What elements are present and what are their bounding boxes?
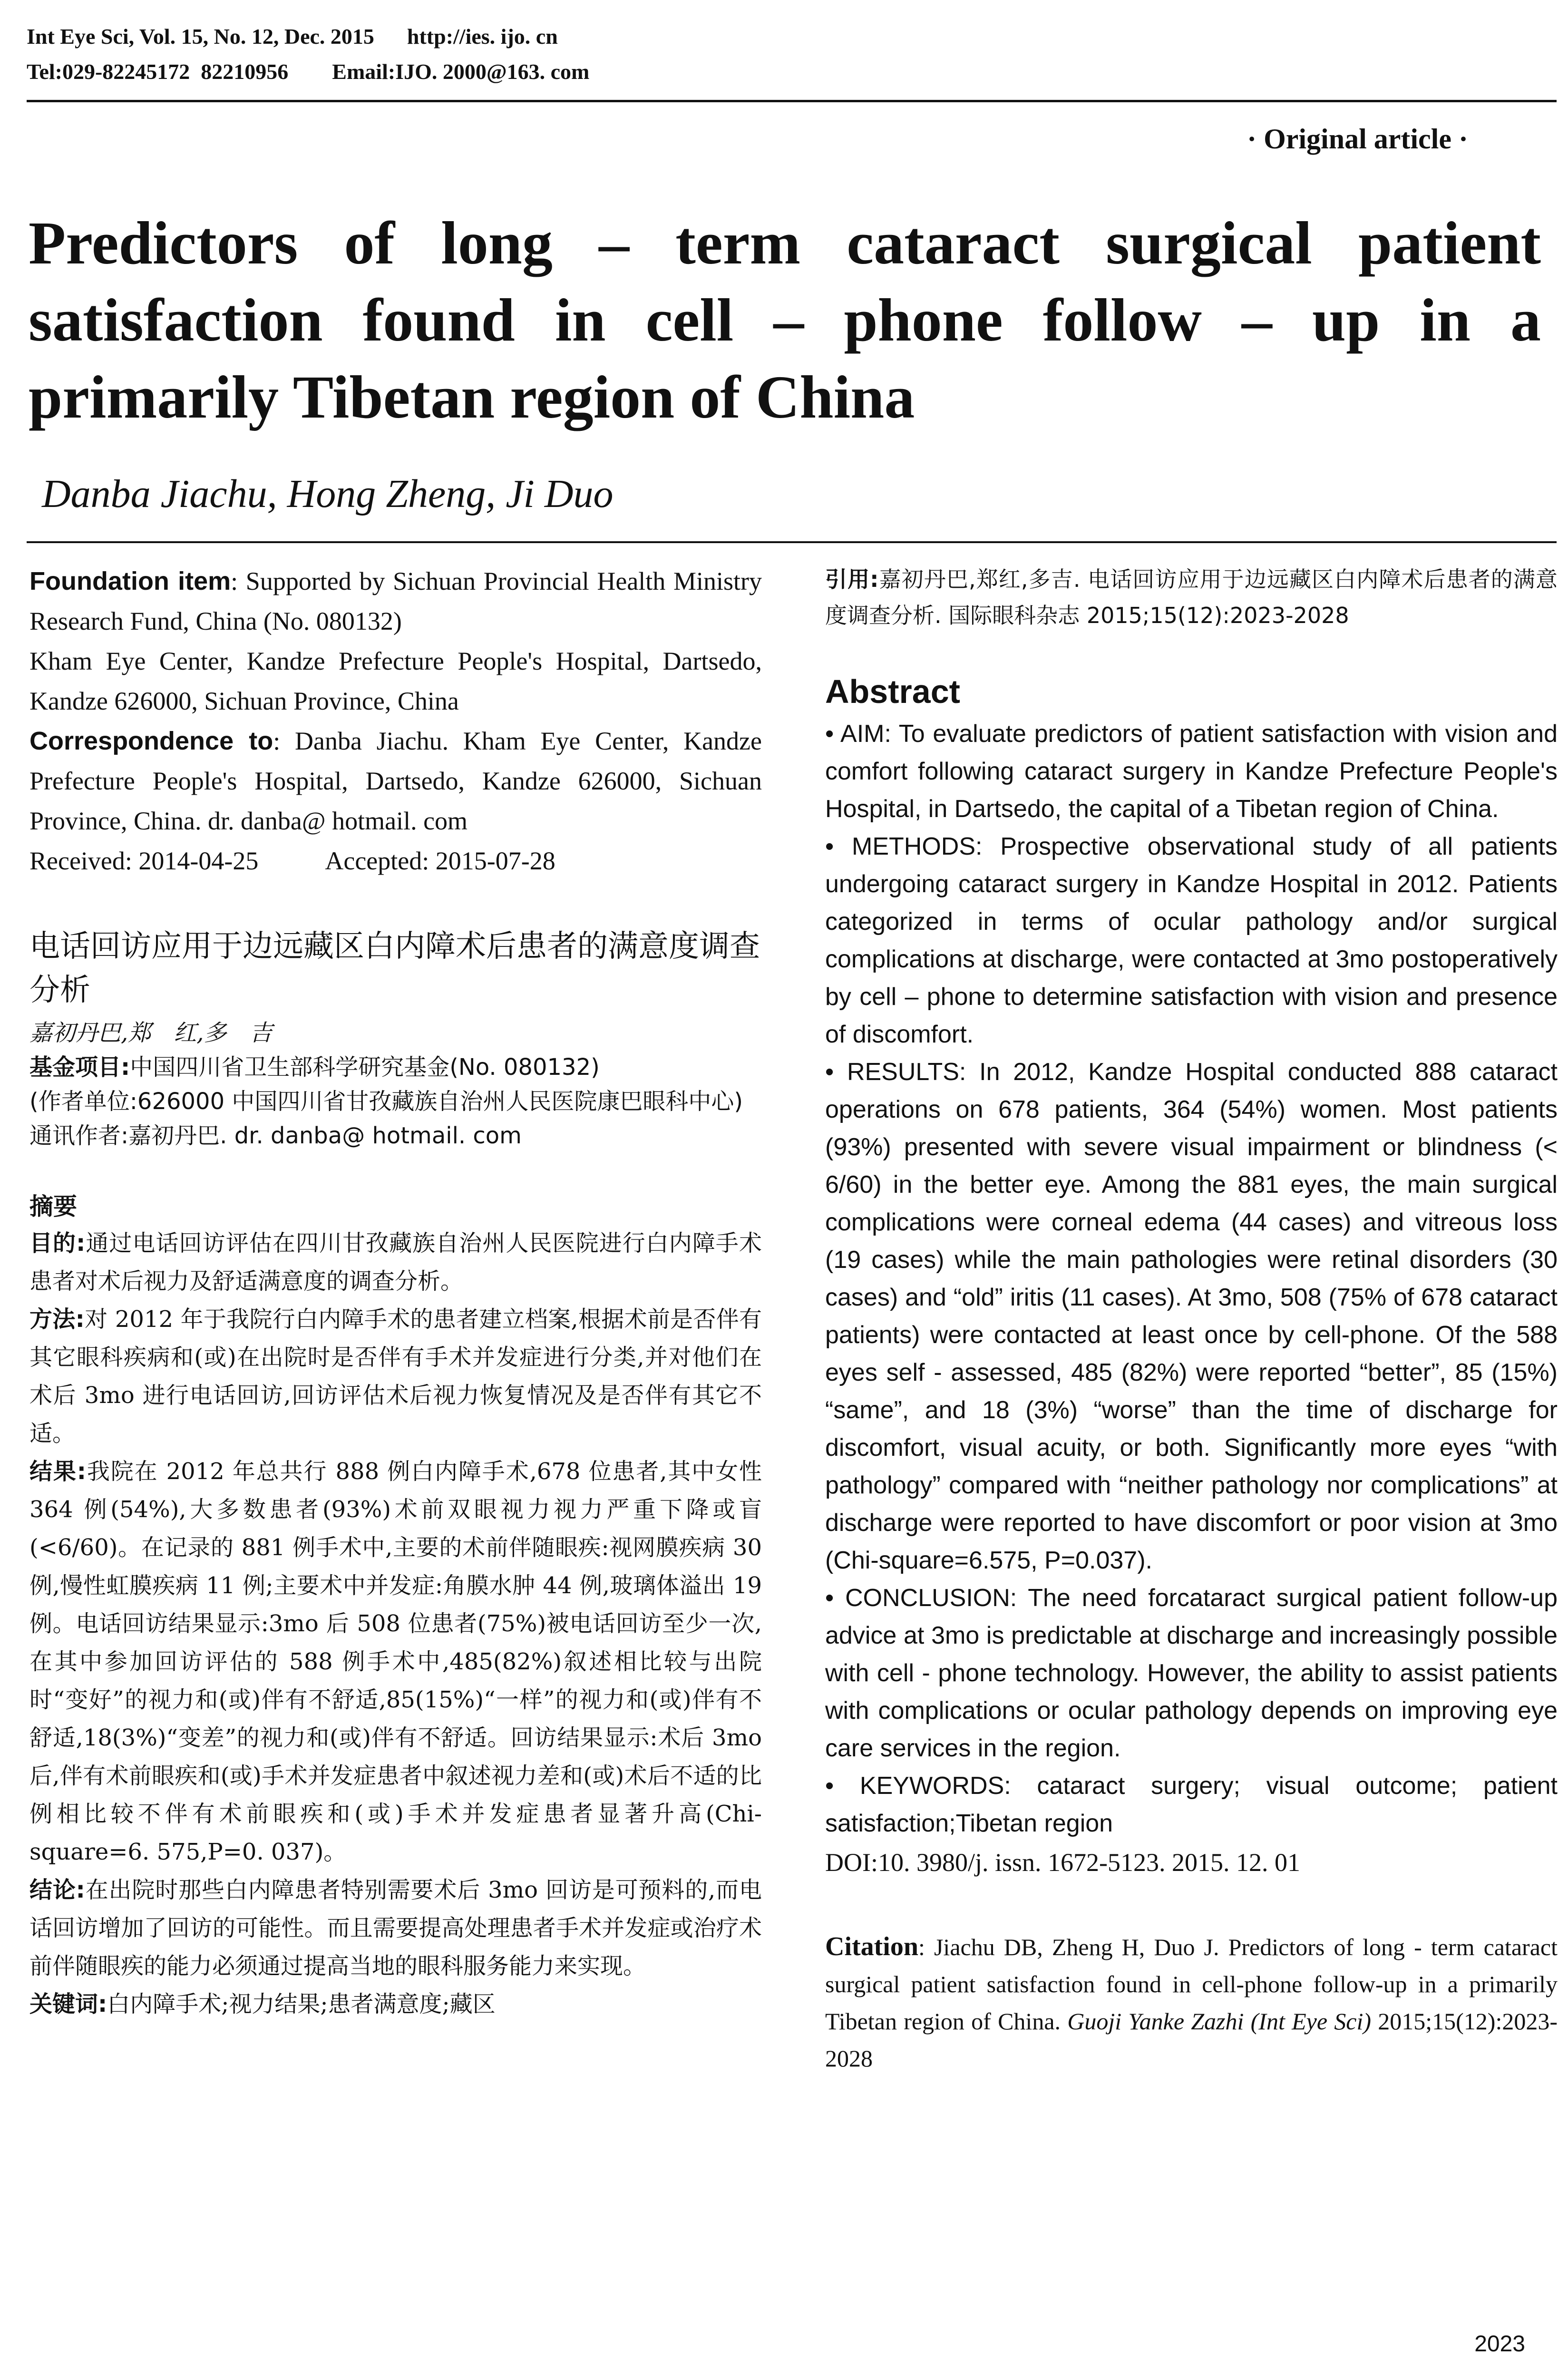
chinese-citation-label: 引用: [825, 566, 879, 592]
chinese-results-label: 结果: [29, 1458, 86, 1485]
author-list: Danba Jiachu, Hong Zheng, Ji Duo [42, 472, 614, 516]
abstract-conclusion: • CONCLUSION: The need forcataract surgical patient follow-up advice at 3mo is predictable at discharge and increasingly possible with cell - phone technology. However, the ability to assist patients with complications or ocular pathology depends on improving eye care services in the region. [825, 1584, 1558, 1762]
chinese-abstract-heading: 摘要 [29, 1193, 77, 1220]
chinese-unit: (作者单位:626000 中国四川省甘孜藏族自治州人民医院康巴眼科中心) [29, 1088, 743, 1115]
affiliation: Kham Eye Center, Kandze Prefecture People's Hospital, Dartsedo, Kandze 626000, Sichuan Province, China [29, 647, 762, 715]
journal-header-line: Int Eye Sci, Vol. 15, No. 12, Dec. 2015 http://ies. ijo. cn [27, 24, 558, 49]
abstract-aim: • AIM: To evaluate predictors of patient satisfaction with vision and comfort following cataract surgery in Kandze Prefecture People's Hospital, in Dartsedo, the capital of a Tibetan region of China. [825, 720, 1558, 823]
chinese-correspondence: 通讯作者:嘉初丹巴. dr. danba@ hotmail. com [29, 1122, 522, 1149]
foundation-label: Foundation item [29, 567, 231, 595]
foundation-item [29, 561, 762, 641]
citation-label: Citation [825, 1932, 918, 1961]
chinese-citation [825, 561, 1558, 633]
foundation-text: : Supported by Sichuan Provincial Health Ministry Research Fund, China (No. 080132) [29, 567, 762, 635]
chinese-keywords-text: 白内障手术;视力结果;患者满意度;藏区 [107, 1991, 496, 2017]
doi: DOI:10. 3980/j. issn. 1672-5123. 2015. 12. 01 [825, 1848, 1300, 1877]
chinese-objective-label: 目的: [29, 1230, 86, 1257]
article-type: · Original article · [1247, 123, 1468, 155]
chinese-keywords [29, 1985, 762, 2023]
chinese-conclusion [29, 1871, 762, 1985]
header-rule [27, 100, 1557, 102]
article-title: Predictors of long – term cataract surgical patient satisfaction found in cell – phone follow – up in a primarily Tibetan region of China [29, 209, 1541, 431]
correspondence-text: : Danba Jiachu. Kham Eye Center, Kandze Prefecture People's Hospital, Dartsedo, Kandze 626000, Sichuan Province, China. dr. danba@ hotmail. com [29, 727, 762, 835]
dates [29, 841, 762, 881]
abstract-methods: • METHODS: Prospective observational study of all patients undergoing cataract surgery in Kandze Hospital in 2012. Patients categorized in terms of ocular pathology and/or surgical complications at discharge, were contacted at 3mo postoperatively by cell – phone to determine satisfaction with vision and presence of discomfort. [825, 833, 1558, 1048]
title-rule [27, 541, 1557, 543]
chinese-results [29, 1452, 762, 1871]
right-column [825, 561, 1558, 2077]
chinese-conclusion-text: 在出院时那些白内障患者特别需要术后 3mo 回访是可预料的,而电话回访增加了回访的可能性。而且需要提高处理患者手术并发症或治疗术前伴随眼疾的能力必须通过提高当地的眼科服务能力来实现。 [29, 1877, 762, 1979]
citation-text-a: : Jiachu DB, Zheng H, Duo J. Predictors of long - term cataract surgical patient satisfaction found in cell-phone follow-up in a primarily Tibetan region of China. [825, 1934, 1558, 2035]
contact-header-line: Tel:029-82245172 82210956 Email:IJO. 2000@163. com [27, 59, 590, 84]
accepted-date: Accepted: 2015-07-28 [325, 847, 555, 875]
correspondence [29, 721, 762, 841]
chinese-title: 电话回访应用于边远藏区白内障术后患者的满意度调查分析 [29, 929, 760, 1008]
chinese-objective [29, 1224, 762, 1300]
chinese-methods-label: 方法: [29, 1306, 85, 1333]
page-number: 2023 [1474, 2331, 1525, 2357]
citation-text-b: 2015;15(12):2023-2028 [825, 2008, 1558, 2072]
chinese-methods-text: 对 2012 年于我院行白内障手术的患者建立档案,根据术前是否伴有其它眼科疾病和(或)在出院时是否伴有手术并发症进行分类,并对他们在术后 3mo 进行电话回访,回访评估术后视力恢复情况及是否伴有其它不适。 [29, 1306, 762, 1447]
left-column [29, 561, 762, 2023]
chinese-authors: 嘉初丹巴,郑 红,多 吉 [29, 1020, 273, 1046]
chinese-fund-label: 基金项目: [29, 1054, 130, 1081]
chinese-fund-text: 中国四川省卫生部科学研究基金(No. 080132) [130, 1054, 600, 1081]
chinese-results-text: 我院在 2012 年总共行 888 例白内障手术,678 位患者,其中女性 364 例(54%),大多数患者(93%)术前双眼视力视力严重下降或盲(<6/60)。在记录的 881 例手术中,主要的术前伴随眼疾:视网膜疾病 30 例,慢性虹膜疾病 11 例;主要术中并发症:角膜水肿 44 例,玻璃体溢出 19 例。电话回访结果显示:3mo 后 508 位患者(75%)被电话回访至少一次,在其中参加回访评估的 588 例手术中,485(82%)叙述相比较与出院时“变好”的视力和(或)伴有不舒适,85(15%)“一样”的视力和(或)伴有不舒适,18(3%)“变差”的视力和(或)伴有不舒适。回访结果显示:术后 3mo 后,伴有术前眼疾和(或)手术并发症患者中叙述视力差和(或)术后不适的比例相比较不伴有术前眼疾和(或)手术并发症患者显著升高(Chi-square=6. 575,P=0. 037)。 [29, 1458, 762, 1865]
abstract-keywords: • KEYWORDS: cataract surgery; visual outcome; patient satisfaction;Tibetan region [825, 1772, 1558, 1837]
article-metadata [29, 561, 762, 881]
correspondence-label: Correspondence to [29, 727, 273, 755]
abstract-results: • RESULTS: In 2012, Kandze Hospital conducted 888 cataract operations on 678 patients, 364 (54%) women. Most patients (93%) presented with severe visual impairment or blindness (< 6/60) in the better eye. Among the 881 eyes, the main surgical complications were corneal edema (44 cases) and vitreous loss (19 cases) while the main pathologies were retinal disorders (30 cases) and “old” iritis (11 cases). At 3mo, 508 (75% of 678 cataract patients) were contacted at least once by cell-phone. Of the 588 eyes self - assessed, 485 (82%) were reported “better”, 85 (15%) “same”, and 18 (3%) “worse” than the time of discharge for discomfort, visual acuity, or both. Significantly more eyes “with pathology” compared with “neither pathology nor complications” at discharge were reported to have discomfort or poor vision at 3mo (Chi-square=6.575, P=0.037). [825, 1058, 1558, 1574]
citation-journal: Guoji Yanke Zazhi (Int Eye Sci) [1067, 2008, 1372, 2035]
english-citation [825, 1928, 1558, 2077]
received-date: Received: 2014-04-25 [29, 847, 259, 875]
abstract-heading: Abstract [825, 673, 960, 710]
chinese-conclusion-label: 结论: [29, 1877, 85, 1903]
chinese-objective-text: 通过电话回访评估在四川甘孜藏族自治州人民医院进行白内障手术患者对术后视力及舒适满意度的调查分析。 [29, 1230, 762, 1295]
chinese-keywords-label: 关键词: [29, 1991, 107, 2017]
chinese-citation-text: 嘉初丹巴,郑红,多吉. 电话回访应用于边远藏区白内障术后患者的满意度调查分析. 国际眼科杂志 2015;15(12):2023-2028 [825, 566, 1558, 628]
chinese-methods [29, 1300, 762, 1452]
chinese-fund [29, 1050, 762, 1084]
